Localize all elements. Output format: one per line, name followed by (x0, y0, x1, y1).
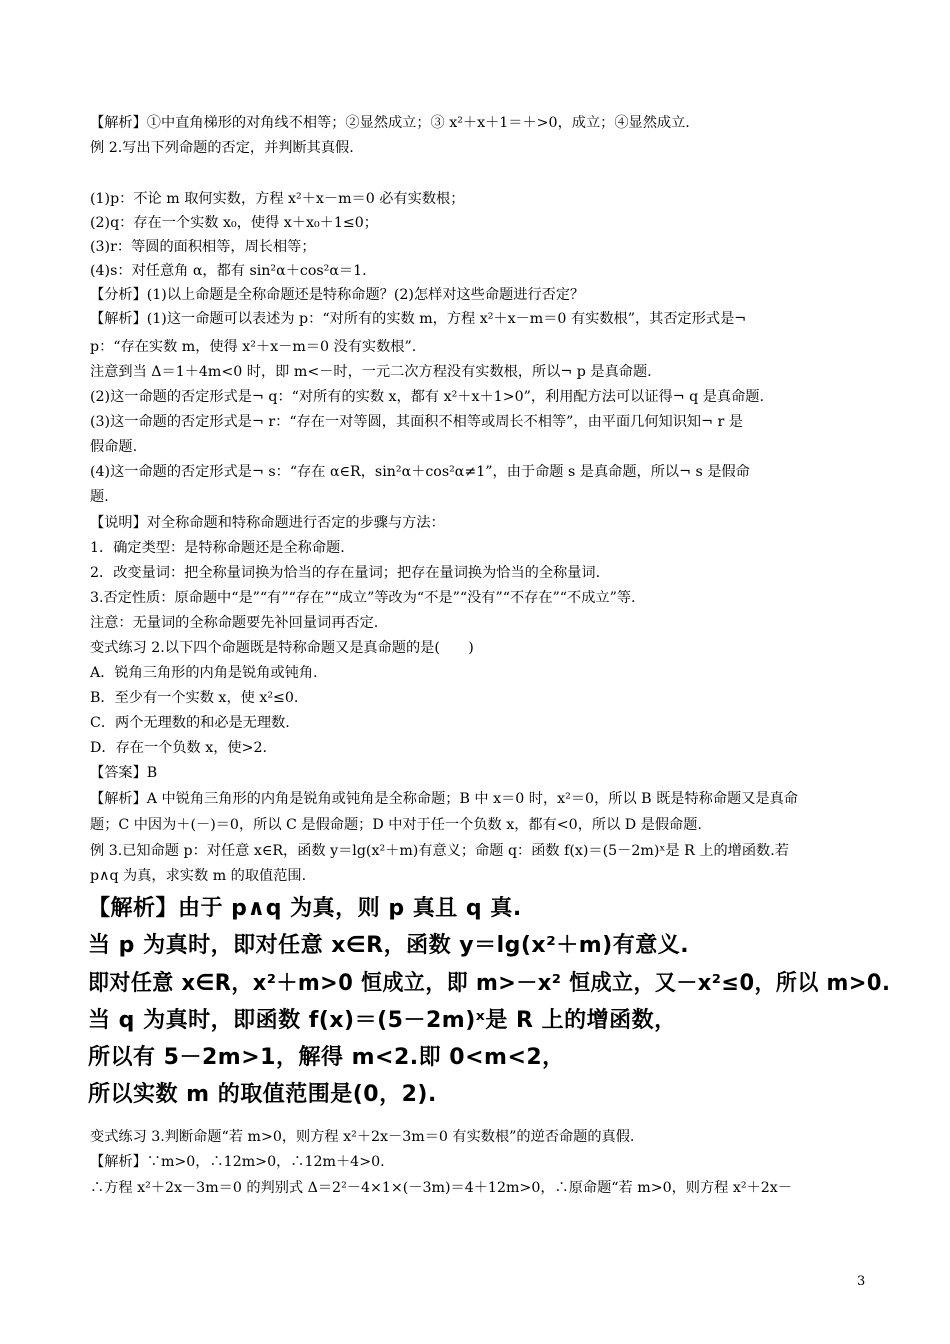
text-line: (1)p：不论 m 取何实数，方程 x²＋x－m＝0 必有实数根； (90, 191, 465, 207)
text-line: 【解析】∵m>0，∴12m>0，∴12m＋4>0. (90, 1154, 385, 1170)
text-line: 2．改变量词：把全称量词换为恰当的存在量词；把存在量词换为恰当的全称量词. (90, 565, 601, 581)
text-line: 题. (90, 489, 109, 505)
text-line: 【答案】B (90, 765, 158, 781)
text-line: A．锐角三角形的内角是锐角或钝角. (90, 665, 318, 681)
text-line: 【说明】对全称命题和特称命题进行否定的步骤与方法： (90, 515, 445, 531)
text-line: (3)r：等圆的面积相等，周长相等； (90, 239, 316, 255)
text-line: (2)q：存在一个实数 x₀，使得 x＋x₀＋1≤0； (90, 215, 378, 231)
solution-line: 所以有 5－2m>1，解得 m<2.即 0<m<2， (88, 1045, 565, 1070)
text-line: 【解析】A 中锐角三角形的内角是锐角或钝角是全称命题；B 中 x＝0 时，x²＝0，所以 B 既是特称命题又是真命 (90, 791, 798, 807)
solution-line: 所以实数 m 的取值范围是(0，2). (88, 1082, 437, 1107)
text-line: (3)这一命题的否定形式是¬ r：“存在一对等圆，其面积不相等或周长不相等”，由平面几何知识知¬ r 是 (90, 414, 743, 430)
text-line: p∧q 为真，求实数 m 的取值范围. (90, 868, 307, 884)
solution-line: 当 q 为真时，即函数 f(x)＝(5－2m)ˣ是 R 上的增函数， (88, 1008, 677, 1033)
text-line: 变式练习 3.判断命题“若 m>0，则方程 x²＋2x－3m＝0 有实数根”的逆否命题的真假. (90, 1129, 635, 1145)
text-line: 例 3.已知命题 p：对任意 x∈R，函数 y＝lg(x²＋m)有意义；命题 q：函数 f(x)＝(5－2m)ˣ是 R 上的增函数.若 (90, 843, 789, 859)
text-line: (4)s：对任意角 α，都有 sin²α＋cos²α＝1. (90, 263, 367, 279)
text-line: 注意到当 Δ＝1＋4m<0 时，即 m<－时，一元二次方程没有实数根，所以¬ p 是真命题. (90, 364, 652, 380)
solution-line: 即对任意 x∈R，x²＋m>0 恒成立，即 m>－x² 恒成立，又－x²≤0，所以 m>0. (88, 971, 891, 996)
solution-line: 【解析】由于 p∧q 为真，则 p 真且 q 真. (88, 896, 522, 921)
text-line: 例 2.写出下列命题的否定，并判断其真假. (90, 140, 354, 156)
text-line: 假命题. (90, 439, 138, 455)
text-line: p：“存在实数 m，使得 x²＋x－m＝0 没有实数根”. (90, 339, 417, 355)
text-line: 变式练习 2.以下四个命题既是特称命题又是真命题的是( ) (90, 640, 474, 656)
text-line: D．存在一个负数 x，使>2. (90, 740, 267, 756)
text-line: 题；C 中因为＋(－)＝0，所以 C 是假命题；D 中对于任一个负数 x，都有<0，所以 D 是假命题. (90, 817, 702, 833)
text-line: 【分析】(1)以上命题是全称命题还是特称命题？(2)怎样对这些命题进行否定？ (90, 287, 585, 303)
text-line: 【解析】①中直角梯形的对角线不相等；②显然成立；③ x²＋x＋1＝＋>0，成立；④显然成立. (90, 115, 690, 131)
text-line: ∴方程 x²＋2x－3m＝0 的判别式 Δ＝2²－4×1×(－3m)＝4＋12m>0，∴原命题“若 m>0，则方程 x²＋2x－ (90, 1180, 792, 1196)
text-line: (4)这一命题的否定形式是¬ s：“存在 α∈R，sin²α＋cos²α≠1”，由于命题 s 是真命题，所以¬ s 是假命 (90, 464, 750, 480)
text-line: (2)这一命题的否定形式是¬ q：“对所有的实数 x，都有 x²＋x＋1>0”，利用配方法可以证得¬ q 是真命题. (90, 389, 764, 405)
page-number: 3 (857, 1274, 866, 1289)
text-line: 3.否定性质：原命题中“是”“有”“存在”“成立”等改为“不是”“没有”“不存在”“不成立”等. (90, 590, 636, 606)
text-line: B．至少有一个实数 x，使 x²≤0. (90, 690, 299, 706)
text-line: 1．确定类型：是特称命题还是全称命题. (90, 540, 345, 556)
text-line: C．两个无理数的和必是无理数. (90, 715, 290, 731)
text-line: 注意：无量词的全称命题要先补回量词再否定. (90, 615, 379, 631)
text-line: 【解析】(1)这一命题可以表述为 p：“对所有的实数 m，方程 x²＋x－m＝0 有实数根”，其否定形式是¬ (90, 311, 747, 327)
solution-line: 当 p 为真时，即对任意 x∈R，函数 y＝lg(x²＋m)有意义. (88, 933, 690, 958)
